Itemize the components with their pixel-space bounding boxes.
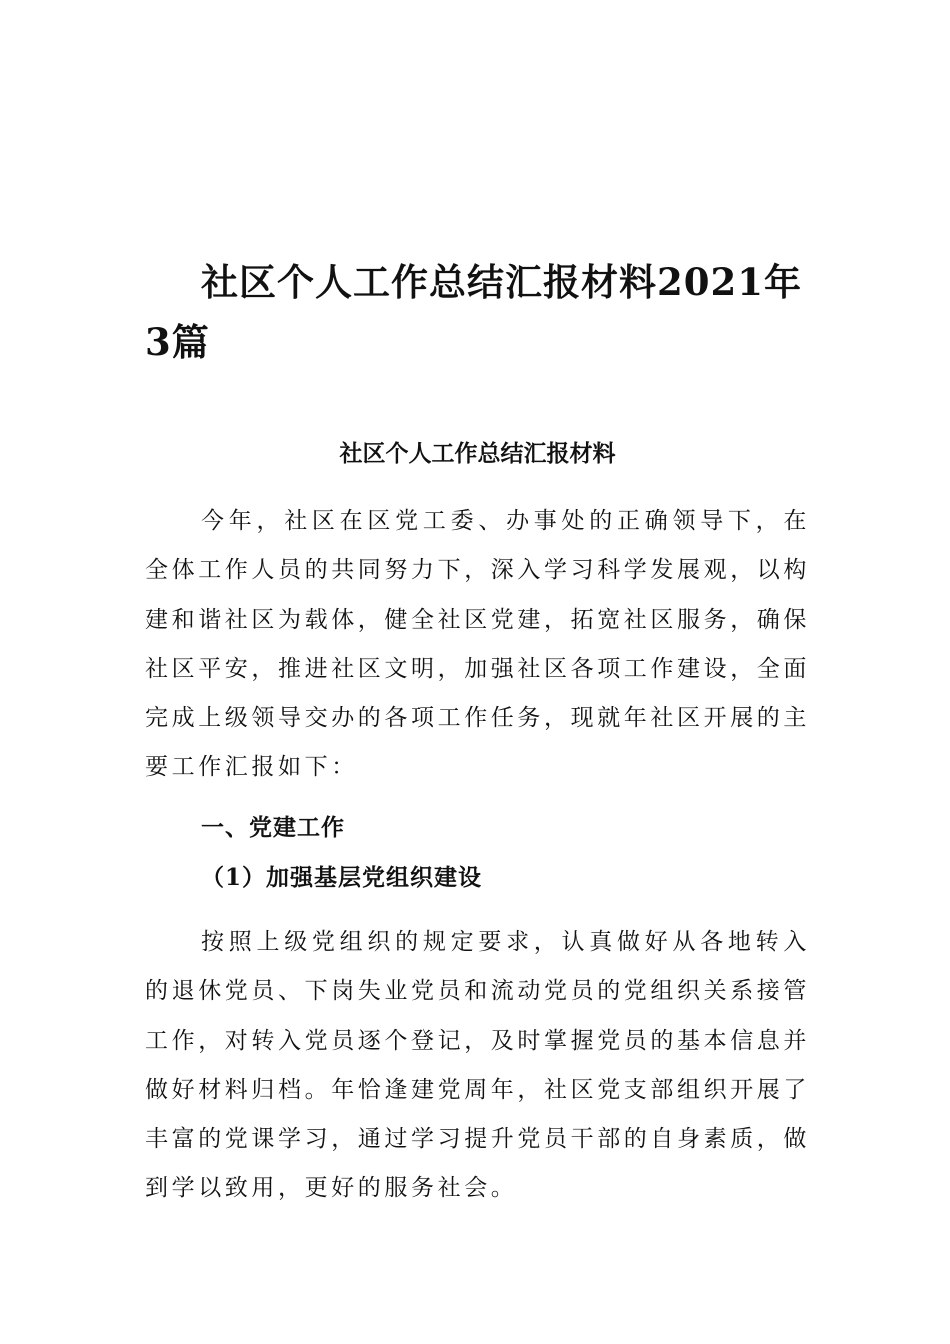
section-title: 社区个人工作总结汇报材料 [339,440,616,467]
subheading-grassroots-organization: （1）加强基层党组织建设 [201,864,483,891]
heading-party-building: 一、党建工作 [201,814,345,841]
body-paragraph: 按照上级党组织的规定要求，认真做好从各地转入的退休党员、下岗失业党员和流动党员的党组织关系接管工作，对转入党员逐个登记，及时掌握党员的基本信息并做好材料归档。年恰逢建党周年，社区党支部组织开展了丰富的党课学习，通过学习提升党员干部的自身素质，做到学以致用，更好的服务社会。 [145,929,810,1202]
intro-paragraph: 今年，社区在区党工委、办事处的正确领导下，在全体工作人员的共同努力下，深入学习科学发展观，以构建和谐社区为载体，健全社区党建，拓宽社区服务，确保社区平安，推进社区文明，加强社区各项工作建设，全面完成上级领导交办的各项工作任务，现就年社区开展的主要工作汇报如下： [145,508,810,781]
document-title: 社区个人工作总结汇报材料2021年3篇 [145,260,802,364]
